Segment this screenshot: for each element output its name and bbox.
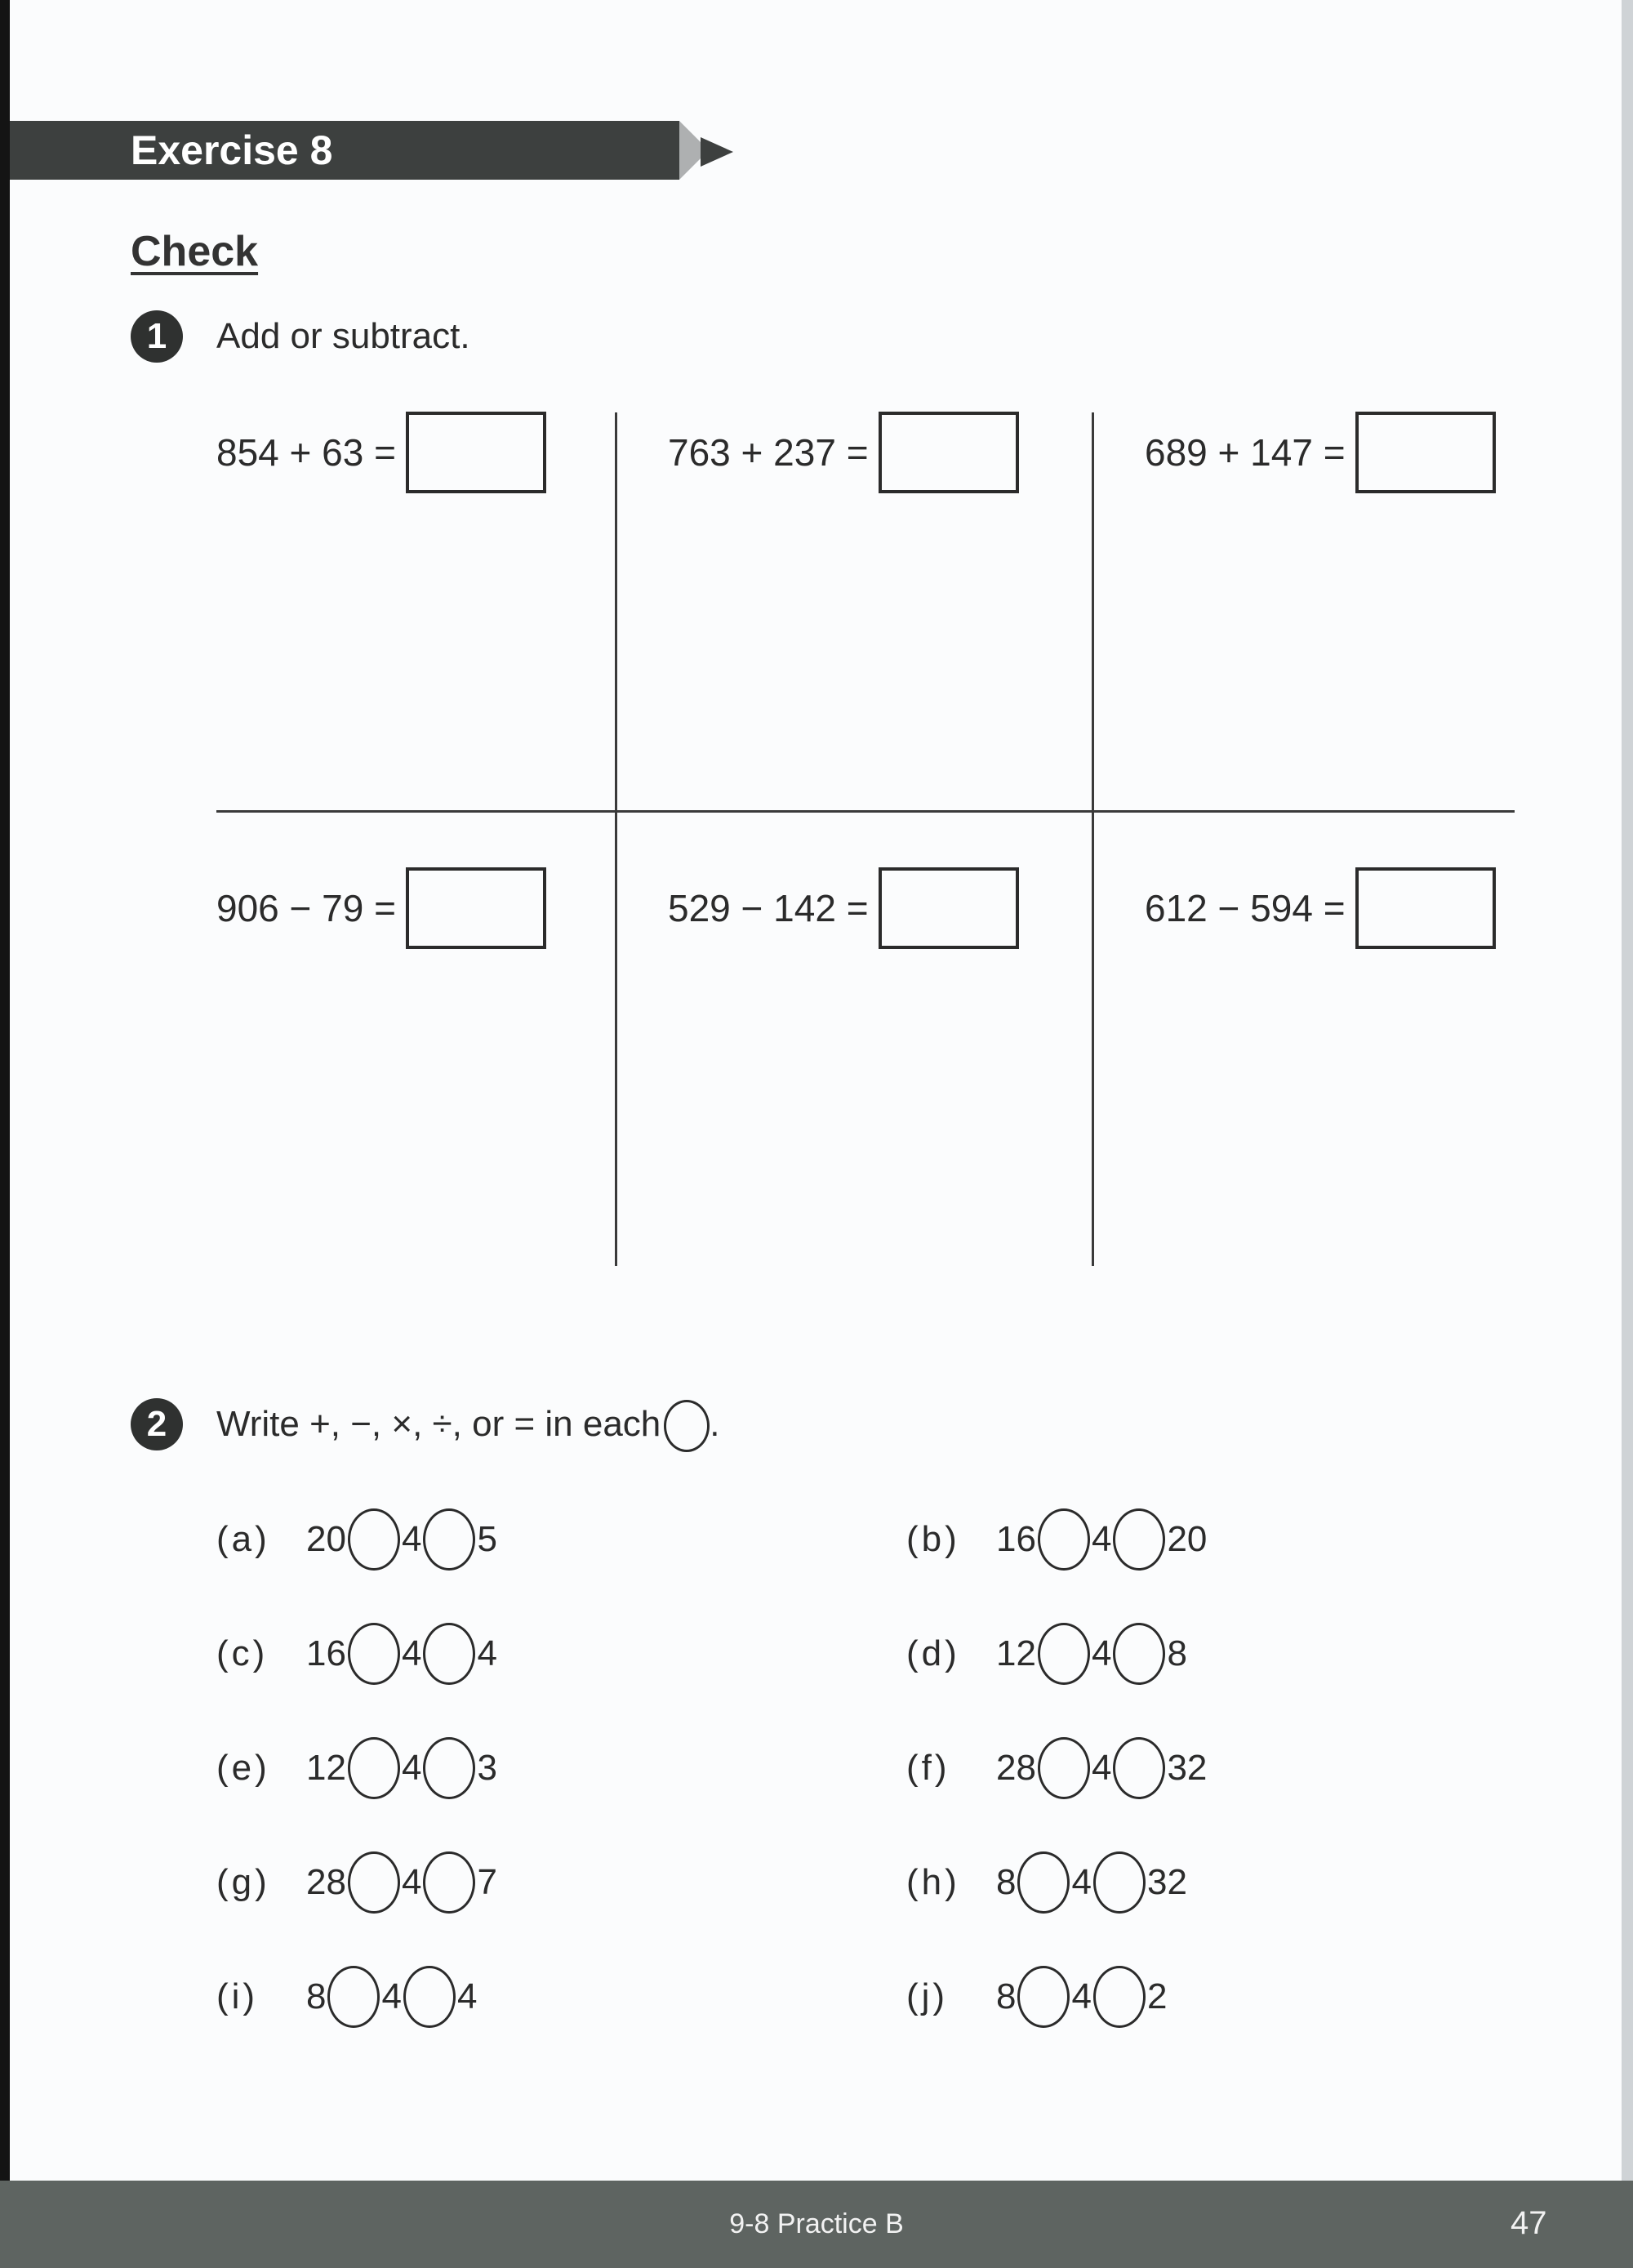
operand: 7: [477, 1862, 497, 1902]
operand: 12: [996, 1633, 1036, 1673]
scan-right-edge: [1622, 0, 1633, 2268]
operand: 2: [1146, 1976, 1168, 2016]
item-label: (a): [216, 1519, 270, 1559]
problem: [668, 412, 1019, 493]
answer-box[interactable]: [406, 412, 546, 493]
operand: 4: [401, 1748, 422, 1788]
page-number: 47: [1511, 2205, 1547, 2241]
operator-circle[interactable]: [1093, 1851, 1146, 1914]
problem-expression: 906 − 79 =: [216, 887, 396, 929]
problem: [216, 867, 546, 949]
operand: 16: [996, 1519, 1036, 1559]
operand: 4: [401, 1519, 422, 1559]
problem: [1145, 867, 1496, 949]
operator-item: [216, 1621, 497, 1687]
question-instruction: Add or subtract.: [216, 316, 470, 356]
operator-circle[interactable]: [1113, 1508, 1165, 1571]
operator-circle[interactable]: [423, 1737, 475, 1799]
answer-box[interactable]: [1355, 867, 1496, 949]
operator-circle[interactable]: [348, 1508, 400, 1571]
column-divider: [1092, 412, 1094, 1266]
problem-expression: 612 − 594 =: [1145, 887, 1346, 929]
item-label: (d): [906, 1633, 960, 1673]
operand: 4: [456, 1976, 478, 2016]
pencil-lead-icon: [701, 137, 733, 167]
problem: [668, 867, 1019, 949]
operator-circle[interactable]: [423, 1623, 475, 1685]
problem: [216, 412, 546, 493]
question-instruction: [216, 1398, 720, 1452]
answer-box[interactable]: [1355, 412, 1496, 493]
question-number-badge: 2: [131, 1398, 183, 1450]
exercise-title: Exercise 8: [131, 127, 333, 173]
problem-expression: 689 + 147 =: [1145, 431, 1346, 474]
operator-circle[interactable]: [403, 1966, 456, 2028]
operator-circle[interactable]: [423, 1508, 475, 1571]
operator-circle[interactable]: [348, 1623, 400, 1685]
instruction-text: Write +, −, ×, ÷, or = in each: [216, 1404, 661, 1444]
operator-item: [906, 1736, 1207, 1801]
operand: 4: [1071, 1976, 1092, 2016]
problem: [1145, 412, 1496, 493]
operand: 4: [401, 1633, 422, 1673]
operator-circle[interactable]: [1093, 1966, 1146, 2028]
operand: 8: [996, 1862, 1017, 1902]
operator-item: [216, 1964, 477, 2030]
exercise-banner: [10, 121, 679, 180]
operator-item: [216, 1850, 497, 1915]
circle-icon: [664, 1400, 710, 1452]
item-label: (g): [216, 1862, 270, 1902]
operator-item: [906, 1850, 1187, 1915]
section-heading: Check: [131, 228, 259, 275]
operator-circle[interactable]: [1017, 1851, 1070, 1914]
operator-circle[interactable]: [348, 1851, 400, 1914]
operand: 3: [477, 1748, 497, 1788]
operand: 20: [1167, 1519, 1208, 1559]
operand: 32: [1146, 1862, 1187, 1902]
operand: 4: [381, 1976, 402, 2016]
operator-circle[interactable]: [348, 1737, 400, 1799]
operand: 4: [1071, 1862, 1092, 1902]
operator-item: [216, 1507, 497, 1572]
operand: 16: [306, 1633, 346, 1673]
problem-expression: 854 + 63 =: [216, 431, 396, 474]
operand: 20: [306, 1519, 346, 1559]
operator-circle[interactable]: [327, 1966, 380, 2028]
operand: 4: [401, 1862, 422, 1902]
operator-circle[interactable]: [1038, 1737, 1090, 1799]
item-label: (j): [906, 1976, 949, 2016]
operand: 28: [996, 1748, 1036, 1788]
operator-circle[interactable]: [1113, 1737, 1165, 1799]
row-divider: [216, 810, 1515, 813]
item-label: (f): [906, 1748, 950, 1788]
item-label: (i): [216, 1976, 259, 2016]
answer-box[interactable]: [879, 412, 1019, 493]
operand: 8: [996, 1976, 1017, 2016]
operator-item: [906, 1621, 1187, 1687]
operand: 4: [1091, 1748, 1112, 1788]
problem-expression: 529 − 142 =: [668, 887, 869, 929]
column-divider: [615, 412, 617, 1266]
operand: 8: [1167, 1633, 1187, 1673]
item-label: (b): [906, 1519, 960, 1559]
operator-circle[interactable]: [423, 1851, 475, 1914]
operand: 8: [306, 1976, 327, 2016]
operand: 32: [1167, 1748, 1208, 1788]
operator-circle[interactable]: [1017, 1966, 1070, 2028]
operand: 4: [477, 1633, 497, 1673]
operand: 12: [306, 1748, 346, 1788]
answer-box[interactable]: [406, 867, 546, 949]
operand: 28: [306, 1862, 346, 1902]
operator-item: [216, 1736, 497, 1801]
operator-circle[interactable]: [1038, 1508, 1090, 1571]
item-label: (c): [216, 1633, 269, 1673]
answer-box[interactable]: [879, 867, 1019, 949]
question-number-badge: 1: [131, 310, 183, 363]
scan-left-edge: [0, 0, 10, 2268]
operand: 5: [477, 1519, 497, 1559]
operand: 4: [1091, 1633, 1112, 1673]
item-label: (e): [216, 1748, 270, 1788]
operator-item: [906, 1507, 1207, 1572]
operator-circle[interactable]: [1038, 1623, 1090, 1685]
item-label: (h): [906, 1862, 960, 1902]
problem-expression: 763 + 237 =: [668, 431, 869, 474]
operator-circle[interactable]: [1113, 1623, 1165, 1685]
operand: 4: [1091, 1519, 1112, 1559]
lesson-label: 9-8 Practice B: [729, 2208, 904, 2239]
operator-item: [906, 1964, 1167, 2030]
instruction-period: .: [710, 1404, 720, 1444]
